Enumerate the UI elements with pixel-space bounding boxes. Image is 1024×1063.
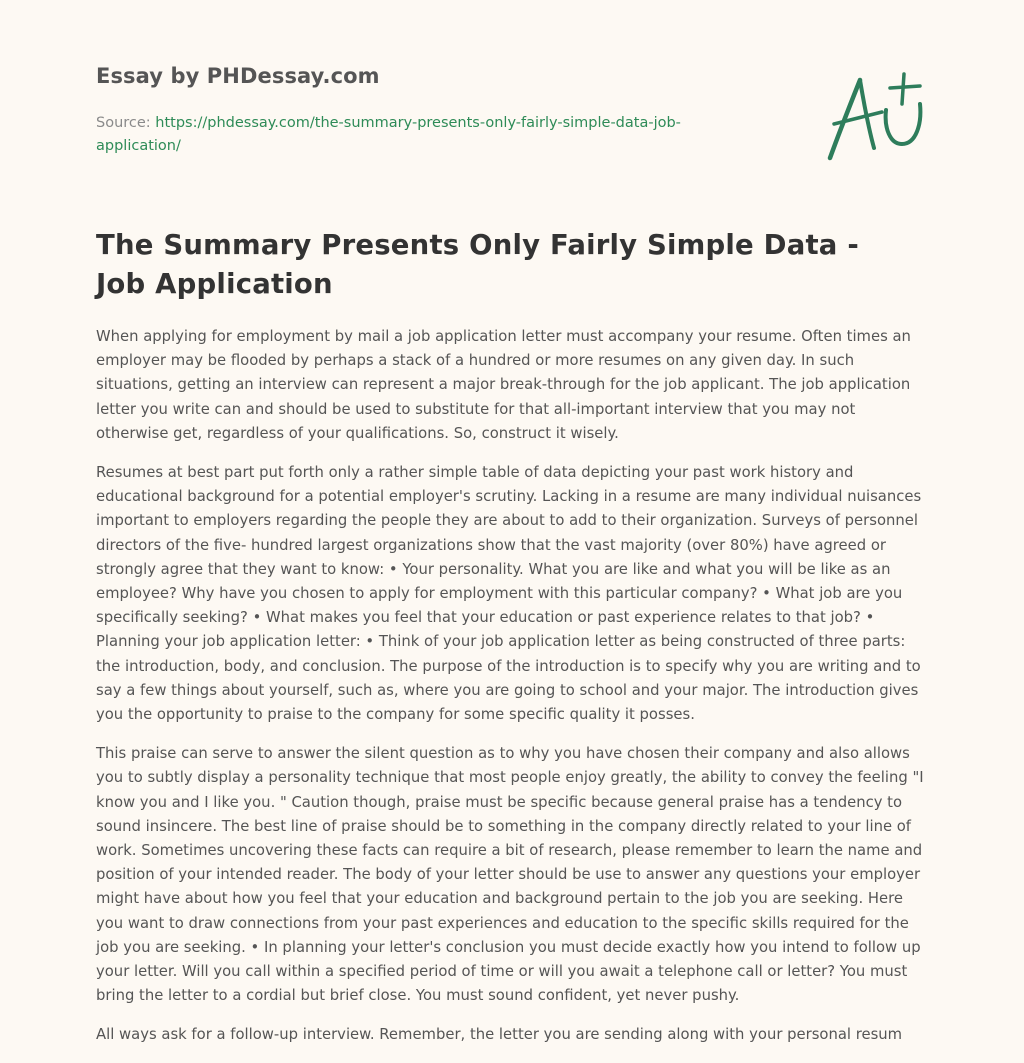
source-link[interactable]: https://phdessay.com/the-summary-presents-only-fairly-simple-data-job-application/ (96, 115, 681, 154)
source-line (96, 112, 736, 158)
source-label: Source: (96, 115, 156, 131)
essay-paragraph: This praise can serve to answer the silent question as to why you have chosen their company and also allows you to subtly display a personality technique that most people enjoy greatly, the ability to convey the feeling "I know you and I like you. " Caution though, praise must be specific because general praise has a tendency to sound insincere. The best line of praise should be to something in the company directly related to your line of work. Sometimes uncovering these facts can require a bit of research, please remember to learn the name and position of your intended reader. The body of your letter should be use to answer any questions your employer might have about how you feel that your education and background pertain to the job you are seeking. Here you want to draw connections from your past experiences and education to the specific skills required for the job you are seeking. • In planning your letter's conclusion you must decide exactly how you intend to follow up your letter. Will you call within a specified period of time or will you await a telephone call or letter? You must bring the letter to a cordial but brief close. You must sound confident, yet never pushy. (96, 745, 924, 1005)
essay-title: The Summary Presents Only Fairly Simple Data - Job Application (96, 229, 859, 300)
a-plus-grade-icon (824, 66, 928, 166)
essay-paragraph: All ways ask for a follow-up interview. Remember, the letter you are sending along with your personal resum (96, 1026, 903, 1044)
essay-paragraph: Resumes at best part put forth only a rather simple table of data depicting your past work history and educational background for a potential employer's scrutiny. Lacking in a resume are many individual nuisances important to employers regarding the people they are about to add to their organization. Surveys of personnel directors of the five- hundred largest organizations show that the vast majority (over 80%) have agreed or strongly agree that they want to know: • Your personality. What you are like and what you will be like as an employee? Why have you chosen to apply for employment with this particular company? • What job are you specifically seeking? • What makes you feel that your education or past experience relates to that job? • Planning your job application letter: • Think of your job application letter as being constructed of three parts: the introduction, body, and conclusion. The purpose of the introduction is to specify why you are writing and to say a few things about yourself, such as, where you are going to school and your major. The introduction gives you the opportunity to praise to the company for some specific quality it posses. (96, 464, 922, 724)
site-brand: Essay by PHDessay.com (96, 64, 380, 88)
essay-paragraph: When applying for employment by mail a job application letter must accompany your resume. Often times an employer may be flooded by perhaps a stack of a hundred or more resumes on any given day. In such situations, getting an interview can represent a major break-through for the job applicant. The job application letter you write can and should be used to substitute for that all-important interview that you may not otherwise get, regardless of your qualifications. So, construct it wisely. (96, 328, 911, 442)
essay-body (96, 325, 928, 1063)
